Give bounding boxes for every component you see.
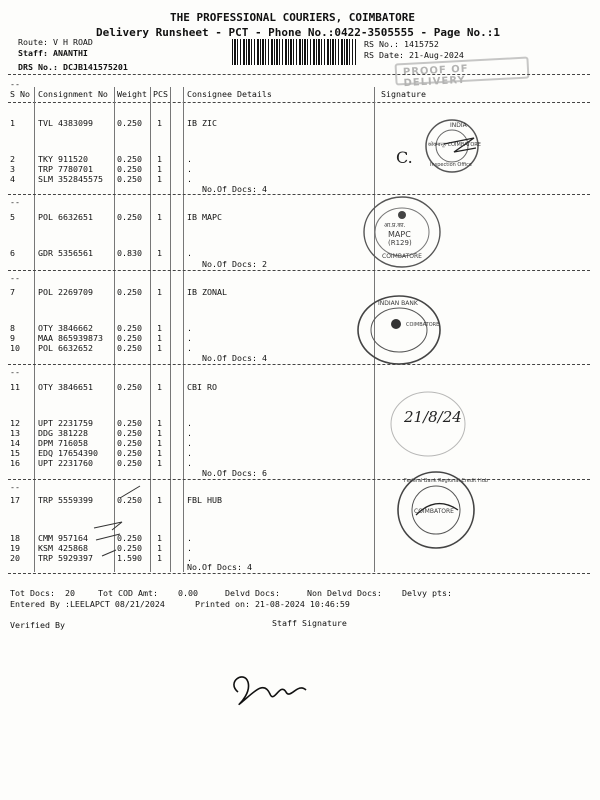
row-pcs: 1: [157, 495, 162, 505]
staff-signature: [224, 652, 334, 722]
row-consignment: MAA 865939873: [38, 333, 103, 343]
docs-count: No.Of Docs: 4: [187, 562, 252, 572]
row-weight: 0.250: [117, 154, 142, 164]
stamp-5: Federal Bank Regional Credit Hub COIMBATORE: [396, 470, 476, 550]
row-pcs: 1: [157, 333, 162, 343]
row-consignment: EDQ 17654390: [38, 448, 98, 458]
row-sno: 2: [10, 154, 15, 164]
row-dot: .: [187, 154, 192, 164]
col-consignee: Consignee Details: [187, 89, 272, 99]
row-sno: 16: [10, 458, 20, 468]
row-sno: 18: [10, 533, 20, 543]
row-sno: 4: [10, 174, 15, 184]
row-pcs: 1: [157, 382, 162, 392]
col-sno: S No: [10, 89, 30, 99]
row-sno: 10: [10, 343, 20, 353]
row-dot: .: [187, 248, 192, 258]
row-consignment: TRP 5559399: [38, 495, 93, 505]
row-pcs: 1: [157, 154, 162, 164]
delivered-docs: Delvd Docs:: [225, 588, 280, 598]
barcode: [232, 39, 356, 65]
staff-signature-label: Staff Signature: [272, 618, 347, 628]
row-sno: 5: [10, 212, 15, 222]
row-weight: 0.250: [117, 333, 142, 343]
row-pcs: 1: [157, 323, 162, 333]
row-pcs: 1: [157, 343, 162, 353]
row-consignment: TRP 7780701: [38, 164, 93, 174]
col-pcs: PCS: [153, 89, 168, 99]
tick-marks: [92, 478, 162, 568]
stamp-2: आ.प्र.का. MAPC (R129) COIMBATORE: [362, 195, 442, 269]
total-cod-amount: 0.00: [178, 588, 198, 598]
group-sep: --: [10, 273, 20, 283]
row-pcs: 1: [157, 174, 162, 184]
row-weight: 0.250: [117, 118, 142, 128]
row-pcs: 1: [157, 448, 162, 458]
group-sep: --: [10, 367, 20, 377]
delivery-points: Delvy pts:: [402, 588, 452, 598]
group-sep: --: [10, 482, 20, 492]
row-weight: 0.250: [117, 418, 142, 428]
row-sno: 6: [10, 248, 15, 258]
row-dot: .: [187, 418, 192, 428]
row-weight: 0.250: [117, 458, 142, 468]
row-sno: 8: [10, 323, 15, 333]
row-sno: 17: [10, 495, 20, 505]
row-consignment: POL 6632652: [38, 343, 93, 353]
row-dot: .: [187, 428, 192, 438]
row-weight: 0.250: [117, 164, 142, 174]
row-pcs: 1: [157, 533, 162, 543]
row-pcs: 1: [157, 212, 162, 222]
row-weight: 0.250: [117, 533, 142, 543]
top-dash: --: [10, 79, 20, 89]
row-consignment: POL 2269709: [38, 287, 93, 297]
route: Route: V H ROAD: [18, 37, 93, 47]
row-weight: 0.250: [117, 428, 142, 438]
rs-number: RS No.: 1415752: [364, 39, 439, 49]
row-weight: 0.250: [117, 323, 142, 333]
row-weight: 0.250: [117, 543, 142, 553]
row-weight: 0.250: [117, 174, 142, 184]
row-consignment: POL 6632651: [38, 212, 93, 222]
row-consignee: IB ZONAL: [187, 287, 227, 297]
non-delivered-docs: Non Delvd Docs:: [307, 588, 382, 598]
row-consignment: TKY 911520: [38, 154, 88, 164]
docs-count: No.Of Docs: 4: [202, 184, 267, 194]
group-sep: --: [10, 197, 20, 207]
row-pcs: 1: [157, 543, 162, 553]
row-consignment: GDR 5356561: [38, 248, 93, 258]
svg-text:Siv: Siv: [274, 718, 276, 719]
row-weight: 0.250: [117, 382, 142, 392]
staff: Staff: ANANTHI: [18, 48, 88, 58]
row-sno: 3: [10, 164, 15, 174]
row-consignee: FBL HUB: [187, 495, 222, 505]
row-dot: .: [187, 164, 192, 174]
proof-of-delivery-stamp: PROOF OF DELIVERY: [395, 57, 530, 86]
row-consignment: CMM 957164: [38, 533, 88, 543]
row-sno: 20: [10, 553, 20, 563]
row-weight: 0.250: [117, 495, 142, 505]
row-consignment: TRP 5929397: [38, 553, 93, 563]
col-consignment: Consignment No: [38, 89, 108, 99]
row-sno: 9: [10, 333, 15, 343]
signature-1: C.: [396, 148, 413, 167]
col-weight: Weight: [117, 89, 147, 99]
row-sno: 19: [10, 543, 20, 553]
row-consignment: DPM 716058: [38, 438, 88, 448]
stamp-1: INDIA कोयम्बत्तूर COIMBATORE Inspection Office: [424, 118, 480, 174]
docs-count: No.Of Docs: 6: [202, 468, 267, 478]
row-consignment: OTY 3846651: [38, 382, 93, 392]
row-weight: 1.590: [117, 553, 142, 563]
row-pcs: 1: [157, 553, 162, 563]
total-cod-label: Tot COD Amt:: [98, 588, 158, 598]
row-sno: 14: [10, 438, 20, 448]
row-pcs: 1: [157, 458, 162, 468]
row-sno: 11: [10, 382, 20, 392]
row-sno: 7: [10, 287, 15, 297]
row-consignment: TVL 4383099: [38, 118, 93, 128]
row-consignment: KSM 425868: [38, 543, 88, 553]
row-consignee: CBI RO: [187, 382, 217, 392]
row-pcs: 1: [157, 438, 162, 448]
row-consignment: UPT 2231759: [38, 418, 93, 428]
row-pcs: 1: [157, 118, 162, 128]
row-dot: .: [187, 333, 192, 343]
row-pcs: 1: [157, 428, 162, 438]
row-consignment: SLM 352845575: [38, 174, 103, 184]
entered-by: Entered By :LEELAPCT 08/21/2024: [10, 599, 165, 609]
row-dot: .: [187, 543, 192, 553]
row-weight: 0.250: [117, 287, 142, 297]
stamp-4-signature: 21/8/24: [388, 388, 468, 458]
row-sno: 15: [10, 448, 20, 458]
row-sno: 13: [10, 428, 20, 438]
row-consignment: UPT 2231760: [38, 458, 93, 468]
row-weight: 0.830: [117, 248, 142, 258]
row-consignee: IB ZIC: [187, 118, 217, 128]
row-dot: .: [187, 458, 192, 468]
row-sno: 12: [10, 418, 20, 428]
row-sno: 1: [10, 118, 15, 128]
row-dot: .: [187, 438, 192, 448]
row-pcs: 1: [157, 287, 162, 297]
row-dot: .: [187, 343, 192, 353]
company-title: THE PROFESSIONAL COURIERS, COIMBATORE: [170, 11, 416, 24]
total-docs: Tot Docs: 20: [10, 588, 75, 598]
row-consignment: DDG 381228: [38, 428, 88, 438]
row-consignee: IB MAPC: [187, 212, 222, 222]
row-dot: .: [187, 174, 192, 184]
row-weight: 0.250: [117, 438, 142, 448]
row-dot: .: [187, 553, 192, 563]
docs-count: No.Of Docs: 4: [202, 353, 267, 363]
verified-by: Verified By: [10, 620, 65, 630]
row-weight: 0.250: [117, 212, 142, 222]
row-pcs: 1: [157, 164, 162, 174]
row-weight: 0.250: [117, 448, 142, 458]
row-dot: .: [187, 448, 192, 458]
stamp-3: INDIAN BANK COIMBATORE: [356, 294, 442, 366]
printed-on: Printed on: 21-08-2024 10:46:59: [195, 599, 350, 609]
row-pcs: 1: [157, 248, 162, 258]
row-pcs: 1: [157, 418, 162, 428]
row-dot: .: [187, 323, 192, 333]
col-signature: Signature: [381, 89, 426, 99]
docs-count: No.Of Docs: 2: [202, 259, 267, 269]
row-dot: .: [187, 533, 192, 543]
rs-date: RS Date: 21-Aug-2024: [364, 50, 464, 60]
drs-number: DRS No.: DCJB141575201: [18, 62, 128, 72]
row-consignment: OTY 3846662: [38, 323, 93, 333]
runsheet-title: Delivery Runsheet - PCT - Phone No.:0422-3505555 - Page No.:1: [96, 26, 500, 39]
row-weight: 0.250: [117, 343, 142, 353]
